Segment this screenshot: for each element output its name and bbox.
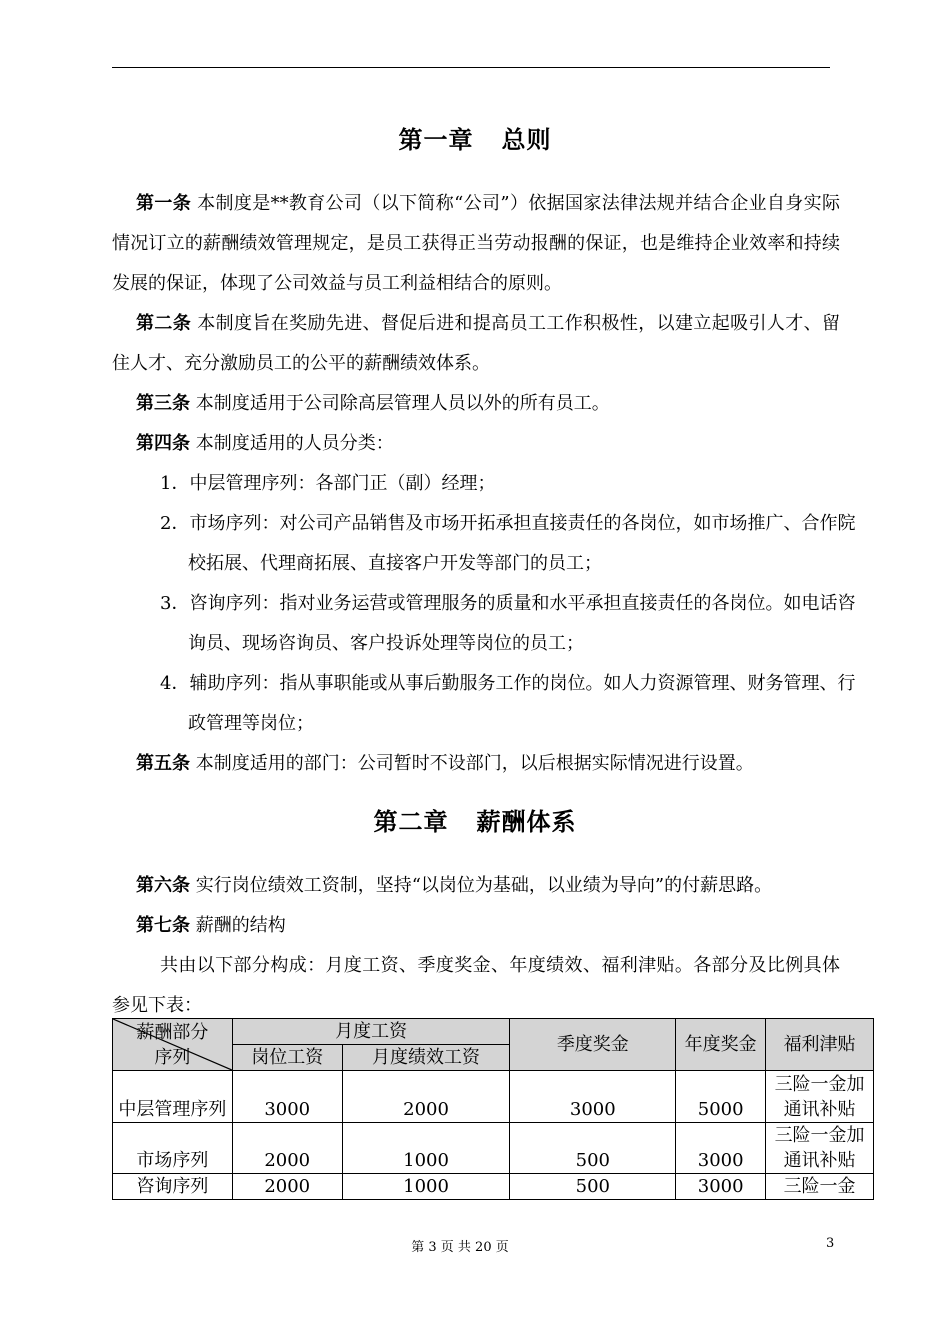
cell-welfare: 三险一金: [766, 1174, 874, 1200]
article-7: [112, 906, 840, 946]
article-2-label: 第二条: [136, 313, 192, 334]
header-annual-bonus: 年度奖金: [676, 1019, 766, 1071]
article-3: [112, 384, 840, 424]
list-item-text: 咨询序列：指对业务运营或管理服务的质量和水平承担直接责任的各岗位。如电话咨询员、现场咨询员、客户投诉处理等岗位的员工；: [188, 593, 856, 654]
header-quarterly-bonus: 季度奖金: [510, 1019, 676, 1071]
chapter-2-number: 第二章: [373, 807, 449, 836]
cell-post-salary: 2000: [232, 1174, 342, 1200]
page-number: 3: [826, 1236, 835, 1251]
article-3-label: 第三条: [136, 393, 190, 414]
cell-performance-salary: 2000: [342, 1071, 510, 1123]
article-3-text: 本制度适用于公司除高层管理人员以外的所有员工。: [195, 393, 610, 414]
cell-welfare: 三险一金加通讯补贴: [766, 1071, 874, 1123]
article-6-text: 实行岗位绩效工资制，坚持“以岗位为基础，以业绩为导向”的付薪思路。: [195, 875, 773, 896]
cell-annual-bonus: 5000: [676, 1071, 766, 1123]
article-6-label: 第六条: [136, 875, 190, 896]
cell-annual-bonus: 3000: [676, 1123, 766, 1174]
article-2: [112, 304, 840, 384]
article-1: [112, 184, 840, 304]
list-item-number: 2．: [160, 513, 190, 534]
list-item-number: 1．: [160, 473, 190, 494]
chapter-1-number: 第一章: [398, 125, 474, 154]
article-6: [112, 866, 840, 906]
row-name: 咨询序列: [113, 1174, 233, 1200]
article-4: [112, 424, 840, 464]
cell-performance-salary: 1000: [342, 1123, 510, 1174]
chapter-2-name: 薪酬体系: [476, 807, 577, 836]
cell-post-salary: 2000: [232, 1123, 342, 1174]
article-4-label: 第四条: [136, 433, 190, 454]
cell-performance-salary: 1000: [342, 1174, 510, 1200]
article-5: [112, 744, 840, 784]
cell-post-salary: 3000: [232, 1071, 342, 1123]
list-item: [160, 504, 870, 584]
article-2-text: 本制度旨在奖励先进、督促后进和提高员工工作积极性，以建立起吸引人才、留住人才、充分激励员工的公平的薪酬绩效体系。: [112, 313, 841, 374]
article-7-label: 第七条: [136, 915, 190, 936]
article-4-text: 本制度适用的人员分类：: [195, 433, 394, 454]
cell-quarterly-bonus: 500: [510, 1123, 676, 1174]
list-item: [160, 664, 870, 744]
list-item-number: 3．: [160, 593, 190, 614]
row-name: 市场序列: [113, 1123, 233, 1174]
list-item: [160, 464, 870, 504]
table-row: [113, 1174, 874, 1200]
cell-welfare: 三险一金加通讯补贴: [766, 1123, 874, 1174]
list-item-text: 辅助序列：指从事职能或从事后勤服务工作的岗位。如人力资源管理、财务管理、行政管理等岗位；: [188, 673, 856, 734]
cell-quarterly-bonus: 3000: [510, 1071, 676, 1123]
article-7-text: 薪酬的结构: [195, 915, 286, 936]
corner-label-top: 薪酬部分: [136, 1021, 209, 1043]
table-row: [113, 1071, 874, 1123]
chapter-1-name: 总则: [501, 125, 552, 154]
list-item-text: 中层管理序列：各部门正（副）经理；: [189, 473, 496, 494]
page-count: 第 3 页 共 20 页: [411, 1240, 509, 1255]
list-item-number: 4．: [160, 673, 190, 694]
salary-structure-table: [112, 1018, 874, 1200]
row-name: 中层管理序列: [113, 1071, 233, 1123]
corner-label-bottom: 序列: [154, 1046, 191, 1068]
table-corner-cell: [113, 1019, 233, 1071]
article-5-text: 本制度适用的部门：公司暂时不设部门，以后根据实际情况进行设置。: [195, 753, 754, 774]
header-welfare: 福利津贴: [766, 1019, 874, 1071]
chapter-2-title: [0, 802, 950, 837]
article-1-label: 第一条: [136, 193, 192, 214]
table-header-row: [113, 1019, 874, 1045]
header-performance-salary: 月度绩效工资: [342, 1045, 510, 1071]
list-item: [160, 584, 870, 664]
list-item-text: 市场序列：对公司产品销售及市场开拓承担直接责任的各岗位，如市场推广、合作院校拓展、代理商拓展、直接客户开发等部门的员工；: [188, 513, 856, 574]
cell-annual-bonus: 3000: [676, 1174, 766, 1200]
table-row: [113, 1123, 874, 1174]
header-post-salary: 岗位工资: [232, 1045, 342, 1071]
header-rule: [112, 67, 830, 68]
article-7-body: 共由以下部分构成：月度工资、季度奖金、年度绩效、福利津贴。各部分及比例具体参见下表：: [112, 955, 840, 1016]
header-monthly-salary: 月度工资: [232, 1019, 510, 1045]
chapter-1-title: [0, 120, 950, 155]
article-5-label: 第五条: [136, 753, 190, 774]
article-1-text: 本制度是**教育公司（以下简称“公司”）依据国家法律法规并结合企业自身实际情况订立的薪酬绩效管理规定，是员工获得正当劳动报酬的保证，也是维持企业效率和持续发展的保证，体现了公司效益与员工利益相结合的原则。: [112, 193, 840, 294]
cell-quarterly-bonus: 500: [510, 1174, 676, 1200]
